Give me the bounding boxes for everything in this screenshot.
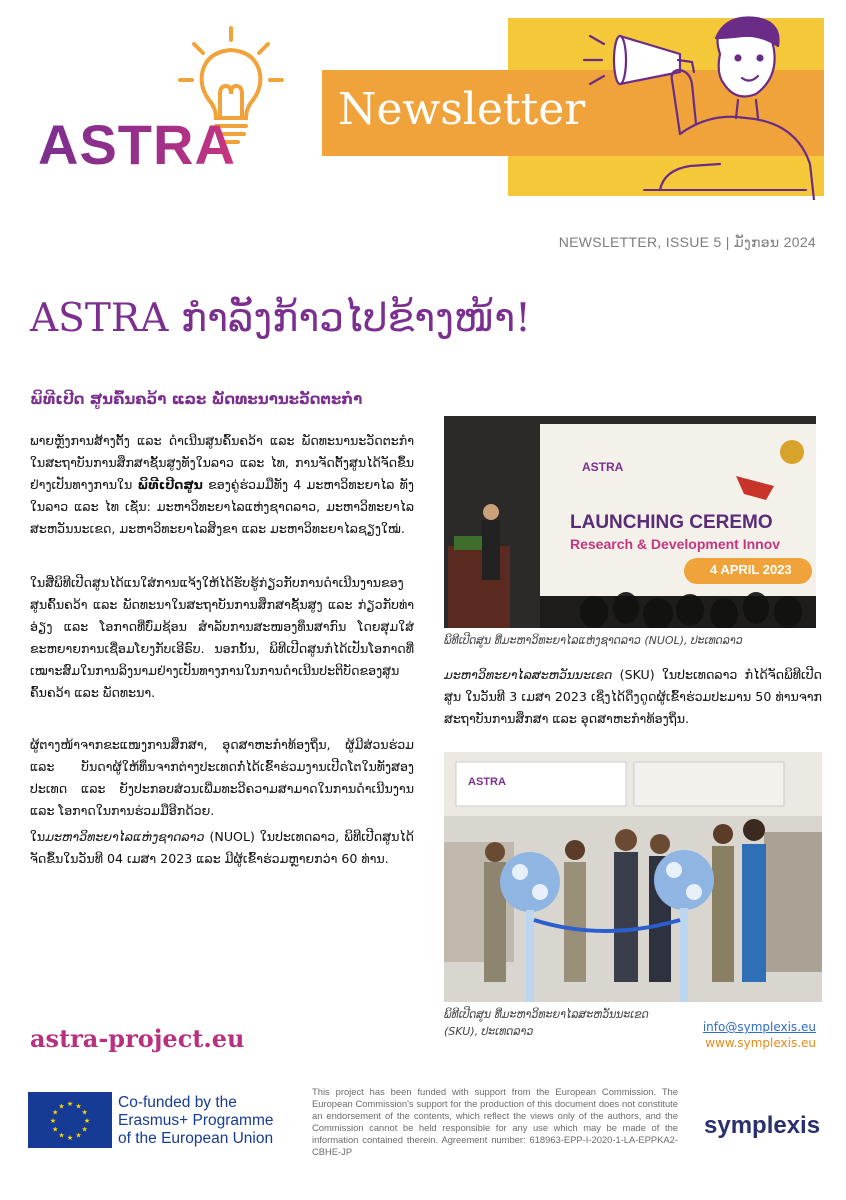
project-url-link[interactable]: astra-project.eu [30,1024,245,1053]
paragraph-sku [444,664,822,730]
eu-star-icon: ★ [58,1131,65,1140]
eu-star-icon: ★ [49,1117,57,1125]
section-heading: ພິທີເປີດ ສູນຄົ້ນຄວ້າ ແລະ ພັດທະນານະວັດຕະກຳ [30,390,363,408]
website-link[interactable]: www.symplexis.eu [705,1036,816,1050]
paragraph-participants: ຜູ້ຕາງໜ້າຈາກຂະແໜງການສຶກສາ, ອຸດສາຫະກຳທ້ອງຖິ່ນ, ຜູ້ມີສ່ວນຮ່ວມ ແລະ ບັນດາຜູ້ໃຫ້ທຶນຈາກຕ່າງປະເທດກໍ່ໄດ້ເຂົ້າຮ່ວມງານເປີດໂຕໃນທັງສອງປະເທດ ແລະ ຍັງປະກອບສ່ວນເພີ່ມທະວີຄວາມສາມາດໃນການດຳເນີນງານ ແລະ ໂອກາດໃນການຮ່ວມມືອີກດ້ວຍ. [30,737,414,818]
funding-disclaimer: This project has been funded with support from the European Commission. The European Commission's support for the production of this document does not constitute an endorsement of the contents, which reflect the views only of the authors, and the Commission cannot be held responsible for any use which may be made of the information contained therein. Agreement number: 618963-EPP-I-2020-1-LA-EPPKA2-CBHE-JP [312,1086,678,1157]
email-link[interactable]: info@symplexis.eu [702,1020,816,1034]
paragraph-text: (SKU) ໃນປະເທດລາວ ກໍໄດ້ຈັດພິທີເປີດສູນ ໃນວັນທີ 3 ເມສາ 2023 ເຊິ່ງໄດ້ດຶງດູດຜູ້ເຂົ້າຮ່ວມປະມານ 50 ທ່ານຈາກສະຖາບັນການສຶກສາ ແລະ ອຸດສາຫະກຳທ້ອງຖິ່ນ. [444,667,822,726]
screen-logo: ASTRA [582,460,624,474]
screen-date: 4 APRIL 2023 [710,562,792,577]
issue-line: NEWSLETTER, ISSUE 5 | ມັງກອນ 2024 [558,234,816,250]
paragraph-text: ຂອງຄູ່ຮ່ວມມືທັງ 4 ມະຫາວິທະຍາໄລ ທັງໃນລາວ ແລະ ໄທ ເຊັ່ນ: ມະຫາວິທະຍາໄລແຫ່ງຊາດລາວ, ມະຫາວິທະຍາໄລສະຫວັນນະເຂດ, ມະຫາວິທະຍາໄລສິງຂາ ແລະ ມະຫາວິທະຍາໄລຊຽງໃໝ່. [30,477,414,536]
screen-subheadline: Research & Development Innov [570,536,781,552]
paragraph-purpose: ໃນສີ່ພິທີເປີດສູນໄດ້ແນໃສ່ການແຈ້ງໃຫ້ໄດ້ຮັບຮູ້ກ່ຽວກັບການດຳເນີນງານຂອງສູນຄົ້ນຄວ້າ ແລະ ພັດທະນາໃນສະຖາບັນການສຶກສາຊັ້ນສູງ ແລະ ກ່ຽວກັບທ່າອ່ຽງ ແລະ ໂອກາດທີ່ບົ່ມຊ້ອນ ສຳລັບການສະໜອງທຶນສາກົນ ໂດຍສຸມໃສ່ຂະຫຍາຍການເຊື່ອມໂຍງກັບເອີຣົບ. ນອກນັ້ນ, ພິທີເປີດສູນກໍໄດ້ເປັນໂອກາດທີ່ເໝາະສົມໃນການລິງນາມຢ່າງເປັນທາງການໃນການດຳເນີນປະຕິບັດຂອງສູນຄົ້ນຄວ້າ ແລະ ພັດທະນາ. [30,575,414,700]
paragraph-text: ໃນ [30,829,46,844]
eu-star-icon: ★ [75,1102,82,1111]
paragraph-emphasis: ພິທີເປີດສູນ [137,477,203,492]
symplexis-logo: symplexis [704,1112,821,1139]
eu-star-icon: ★ [81,1108,88,1117]
banner-logo: ASTRA [468,776,506,788]
eu-star-icon: ★ [81,1125,88,1134]
eu-star-icon: ★ [75,1131,82,1140]
photo-caption: ພິທີເປີດສູນ ທີ່ມະຫາວິທະຍາໄລສະຫວັນນະເຂດ (SKU), ປະເທດລາວ [444,1008,649,1038]
eu-star-icon: ★ [83,1117,91,1125]
astra-logo: ASTRA [38,113,236,176]
eu-star-icon: ★ [52,1108,59,1117]
paragraph-text: (NUOL) ໃນປະເທດລາວ, ພິທີເປີດສູນໄດ້ຈັດຂຶ້ນໃນວັນທີ 04 ເມສາ 2023 ແລະ ມີຜູ້ເຂົ້າຮ່ວມຫຼາຍກວ່າ 60 ທ່ານ. [30,829,414,866]
page-title: ASTRA ກຳລັງກ້າວໄປຂ້າງໜ້າ! [30,296,531,341]
paragraph-emphasis: ມະຫາວິທະຍາໄລສະຫວັນນະເຂດ [444,667,613,682]
megaphone-person-illustration [560,14,830,200]
photo-caption: ພິທີເປີດສູນ ທີ່ມະຫາວິທະຍາໄລແຫ່ງຊາດລາວ (NUOL), ປະເທດລາວ [444,634,743,647]
eu-flag-icon [28,1092,112,1148]
eu-star-icon: ★ [66,1100,74,1108]
eu-star-icon: ★ [58,1102,65,1111]
eu-star-icon: ★ [52,1125,59,1134]
newsletter-title: Newsletter [338,84,586,135]
paragraph-emphasis: ມະຫາວິທະຍາໄລແຫ່ງຊາດລາວ [45,829,205,844]
paragraph-text: ພາຍຫຼັງການສ້າງຕັ້ງ ແລະ ດຳເນີນສູນຄົ້ນຄວ້າ ແລະ ພັດທະນານະວັດຕະກຳ ໃນສະຖາບັນການສຶກສາຊັ້ນສູງທັງໃນລາວ ແລະ ໄທ, ການຈັດຕັ້ງສູນໄດ້ຈັດຂຶ້ນຢ່າງເປັນທາງການໃນ [30,433,414,492]
paragraph-intro [30,430,414,540]
cofunded-line: Erasmus+ Programme [118,1112,274,1129]
eu-star-icon: ★ [66,1134,74,1142]
paragraph-nuol [30,826,414,870]
ribbon-cutting-photo [444,752,822,1002]
screen-headline: LAUNCHING CEREMO [570,512,773,533]
cofunded-statement [118,1094,273,1148]
cofunded-line: of the European Union [118,1130,274,1147]
launch-ceremony-photo [444,416,816,628]
cofunded-line: Co-funded by the [118,1094,237,1111]
